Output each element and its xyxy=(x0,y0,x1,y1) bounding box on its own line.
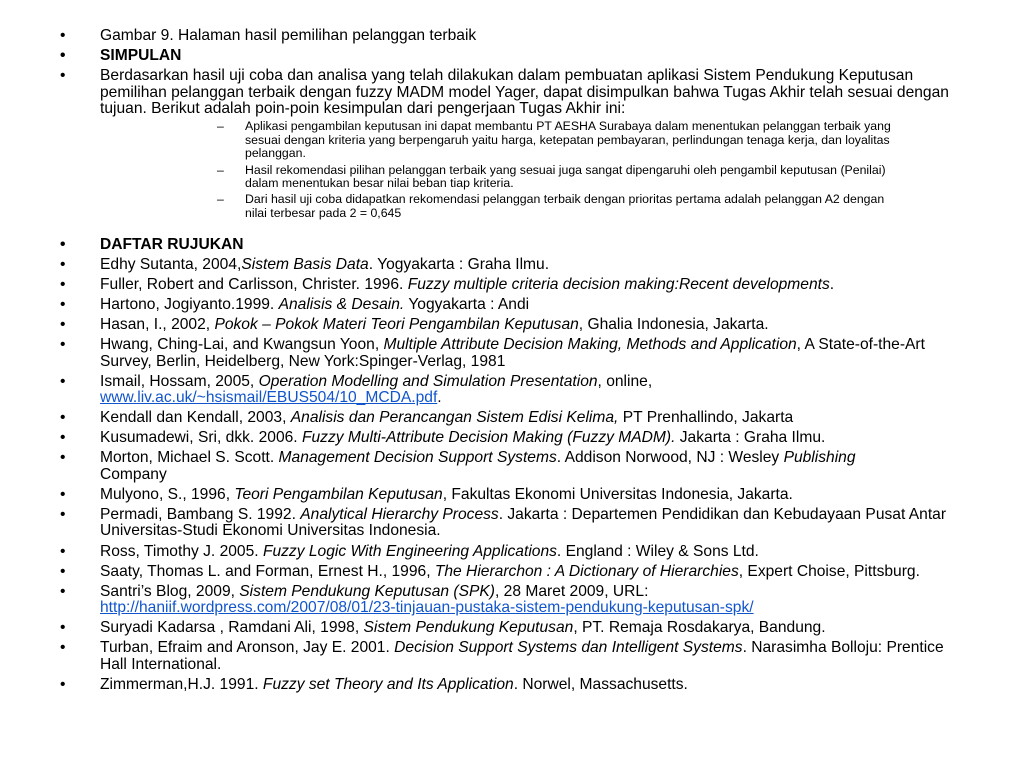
reference-item xyxy=(0,410,1024,426)
ref-author: Zimmerman,H.J. 1991. xyxy=(100,675,263,693)
ref-publisher: PT Prenhallindo, Jakarta xyxy=(618,409,794,427)
simpulan-point: – Dari hasil uji coba didapatkan rekomendasi pelanggan terbaik dengan prioritas pertama adalah pelanggan A2 dengan nilai terbesar pada 2 = 0,645 xyxy=(100,193,964,219)
reference-item xyxy=(0,487,1024,503)
ref-title: Analisis dan Perancangan Sistem Edisi Kelima, xyxy=(290,409,619,427)
simpulan-paragraph-item xyxy=(0,68,1024,220)
ref-publisher: , Ghalia Indonesia, Jakarta. xyxy=(578,316,769,334)
ref-publisher: , PT. Remaja Rosdakarya, Bandung. xyxy=(573,619,826,637)
ref-author: Permadi, Bambang S. 1992. xyxy=(100,506,301,524)
ref-author: Ismail, Hossam, 2005, xyxy=(100,372,259,390)
ref-publisher: , A State-of-the-Art Survey, Berlin, Heidelberg, New York:Spinger-Verlag, 1981 xyxy=(100,336,925,370)
reference-item xyxy=(0,297,1024,313)
ref-title: Fuzzy set Theory and Its Application xyxy=(262,675,514,693)
ref-author: Edhy Sutanta, 2004, xyxy=(100,255,242,273)
ref-author: Hasan, I., 2002, xyxy=(100,316,215,334)
ref-title: Fuzzy Multi-Attribute Decision Making (Fuzzy MADM). xyxy=(301,429,676,447)
ref-author: Morton, Michael S. Scott. xyxy=(100,449,279,467)
ref-author: Hwang, Ching-Lai, and Kwangsun Yoon, xyxy=(100,336,384,354)
daftar-heading: DAFTAR RUJUKAN xyxy=(100,235,244,253)
reference-item xyxy=(0,640,1024,673)
simpulan-point: – Aplikasi pengambilan keputusan ini dapat membantu PT AESHA Surabaya dalam menentukan pelanggan terbaik yang sesuai dengan kriteria yang berpengaruh yaitu harga, ketepatan pembayaran, perlindungan tenaga kerja, dan loyalitas pelanggan. xyxy=(100,120,964,160)
ref-author: Suryadi Kadarsa , Ramdani Ali, 1998, xyxy=(100,619,364,637)
reference-item xyxy=(0,450,1024,483)
ref-url-link[interactable]: http://haniif.wordpress.com/2007/08/01/23-tinjauan-pustaka-sistem-pendukung-keputusan-spk/ xyxy=(100,599,754,617)
reference-item xyxy=(0,277,1024,293)
ref-author: Kusumadewi, Sri, dkk. 2006. xyxy=(100,429,302,447)
ref-title: Multiple Attribute Decision Making, Methods and Application xyxy=(383,336,797,354)
ref-title: The Hierarchon : A Dictionary of Hierarchies xyxy=(434,562,739,580)
ref-author: Ross, Timothy J. 2005. xyxy=(100,542,263,560)
ref-suffix: Company xyxy=(100,465,167,483)
ref-title: Analytical Hierarchy Process xyxy=(300,506,499,524)
reference-item xyxy=(0,584,1024,617)
ref-title: Pokok – Pokok Materi Teori Pengambilan Keputusan xyxy=(214,316,579,334)
reference-item xyxy=(0,430,1024,446)
ref-url-link[interactable]: www.liv.ac.uk/~hsismail/EBUS504/10_MCDA.pdf xyxy=(100,389,438,407)
daftar-heading-item xyxy=(0,237,1024,253)
ref-publisher: , 28 Maret 2009, URL: xyxy=(495,582,649,600)
ref-author: Fuller, Robert and Carlisson, Christer. 1996. xyxy=(100,276,408,294)
ref-title: Decision Support Systems dan Intelligent Systems xyxy=(394,639,743,657)
ref-publisher: Yogyakarta : Andi xyxy=(404,296,530,314)
ref-title: Analisis & Desain. xyxy=(278,296,405,314)
ref-publisher: , Fakultas Ekonomi Universitas Indonesia, Jakarta. xyxy=(442,485,793,503)
ref-publisher: . Narasimha Bolloju: Prentice Hall International. xyxy=(100,639,944,673)
ref-author: Kendall dan Kendall, 2003, xyxy=(100,409,291,427)
simpulan-paragraph: Berdasarkan hasil uji coba dan analisa yang telah dilakukan dalam pembuatan aplikasi Sistem Pendukung Keputusan pemilihan pelanggan terbaik dengan fuzzy MADM model Yager, dapat disimpulkan bahwa Tugas Akhir telah sesuai dengan tujuan. Berikut adalah poin-poin kesimpulan dari pengerjaan Tugas Akhir ini: xyxy=(100,67,949,117)
ref-title: Fuzzy Logic With Engineering Applications xyxy=(262,542,557,560)
reference-item xyxy=(0,677,1024,693)
ref-title: Sistem Pendukung Keputusan (SPK) xyxy=(239,582,495,600)
ref-publisher: . Yogyakarta : Graha Ilmu. xyxy=(368,255,550,273)
ref-author: Turban, Efraim and Aronson, Jay E. 2001. xyxy=(100,639,395,657)
reference-item xyxy=(0,374,1024,407)
ref-suffix: . xyxy=(437,389,442,407)
simpulan-point: – Hasil rekomendasi pilihan pelanggan terbaik yang sesuai juga sangat dipengaruhi oleh pengambil keputusan (Penilai) dalam menentukan besar nilai beban tiap kriteria. xyxy=(100,164,964,190)
ref-publisher: . Addison Norwood, NJ : Wesley xyxy=(556,449,784,467)
ref-title-extra: Publishing xyxy=(783,449,856,467)
ref-title: Fuzzy multiple criteria decision making:Recent developments xyxy=(407,276,830,294)
ref-publisher: , online, xyxy=(597,372,653,390)
figure-caption: Gambar 9. Halaman hasil pemilihan pelanggan terbaik xyxy=(100,27,477,44)
ref-author: Santri’s Blog, 2009, xyxy=(100,582,240,600)
reference-item xyxy=(0,544,1024,560)
ref-title: Management Decision Support Systems xyxy=(278,449,557,467)
simpulan-points xyxy=(100,120,964,219)
reference-item xyxy=(0,507,1024,540)
reference-item xyxy=(0,317,1024,333)
simpulan-heading: SIMPULAN xyxy=(100,47,182,65)
caption-item xyxy=(0,28,1024,44)
reference-item xyxy=(0,257,1024,273)
ref-publisher: . Jakarta : Departemen Pendidikan dan Kebudayaan Pusat Antar Universitas-Studi Ekonomi Universitas Indonesia. xyxy=(100,506,947,540)
ref-author: Mulyono, S., 1996, xyxy=(100,485,235,503)
ref-publisher: . England : Wiley & Sons Ltd. xyxy=(556,542,759,560)
reference-item xyxy=(0,620,1024,636)
ref-title: Operation Modelling and Simulation Presentation xyxy=(258,372,598,390)
ref-title: Sistem Basis Data xyxy=(241,255,369,273)
reference-item xyxy=(0,337,1024,370)
simpulan-heading-item xyxy=(0,48,1024,64)
ref-author: Hartono, Jogiyanto.1999. xyxy=(100,296,279,314)
ref-publisher: Jakarta : Graha Ilmu. xyxy=(675,429,826,447)
ref-publisher: . xyxy=(829,276,835,294)
ref-title: Teori Pengambilan Keputusan xyxy=(234,485,443,503)
ref-title: Sistem Pendukung Keputusan xyxy=(363,619,574,637)
ref-publisher: , Expert Choise, Pittsburg. xyxy=(738,562,920,580)
reference-item xyxy=(0,564,1024,580)
ref-publisher: . Norwel, Massachusetts. xyxy=(513,675,688,693)
ref-author: Saaty, Thomas L. and Forman, Ernest H., 1996, xyxy=(100,562,435,580)
